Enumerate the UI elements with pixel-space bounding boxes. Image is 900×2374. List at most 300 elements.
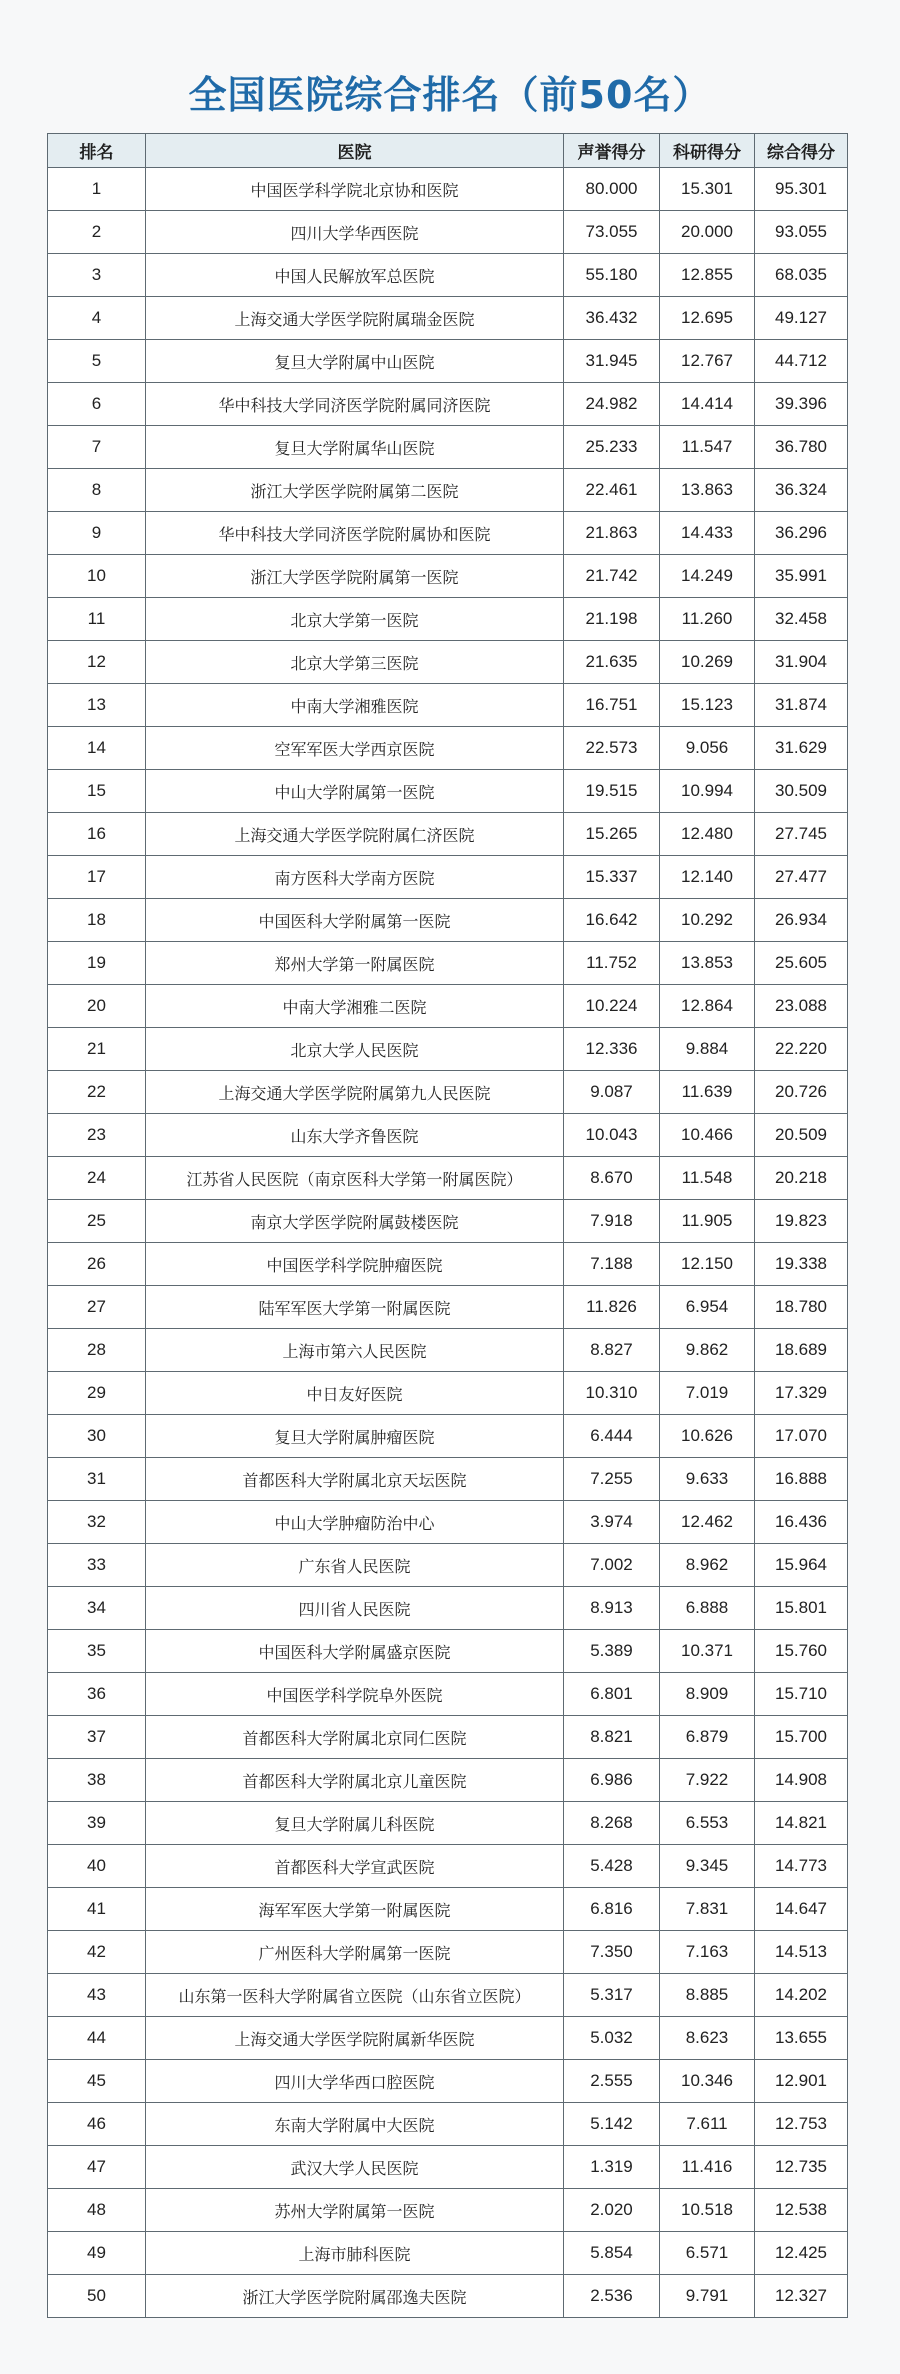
reputation-score-cell: 9.087 <box>564 1071 660 1114</box>
total-score-cell: 17.070 <box>755 1415 848 1458</box>
table-row <box>48 1673 848 1716</box>
total-score-cell: 95.301 <box>755 168 848 211</box>
rank-cell: 10 <box>48 555 146 598</box>
total-score-cell: 36.296 <box>755 512 848 555</box>
total-score-cell: 12.901 <box>755 2060 848 2103</box>
reputation-score-cell: 8.268 <box>564 1802 660 1845</box>
table-row <box>48 1845 848 1888</box>
rank-cell: 48 <box>48 2189 146 2232</box>
hospital-name-cell: 浙江大学医学院附属邵逸夫医院 <box>146 2275 564 2318</box>
hospital-name-cell: 苏州大学附属第一医院 <box>146 2189 564 2232</box>
table-row <box>48 727 848 770</box>
rank-cell: 16 <box>48 813 146 856</box>
table-row <box>48 1028 848 1071</box>
table-row <box>48 1415 848 1458</box>
total-score-cell: 32.458 <box>755 598 848 641</box>
table-row <box>48 1587 848 1630</box>
hospital-name-cell: 北京大学人民医院 <box>146 1028 564 1071</box>
reputation-score-cell: 6.444 <box>564 1415 660 1458</box>
total-score-cell: 12.538 <box>755 2189 848 2232</box>
hospital-name-cell: 首都医科大学附属北京天坛医院 <box>146 1458 564 1501</box>
reputation-score-cell: 5.854 <box>564 2232 660 2275</box>
reputation-score-cell: 21.635 <box>564 641 660 684</box>
research-score-cell: 15.301 <box>660 168 755 211</box>
rank-cell: 4 <box>48 297 146 340</box>
header-total-score: 综合得分 <box>755 134 848 168</box>
research-score-cell: 11.260 <box>660 598 755 641</box>
research-score-cell: 10.626 <box>660 1415 755 1458</box>
total-score-cell: 14.513 <box>755 1931 848 1974</box>
research-score-cell: 7.831 <box>660 1888 755 1931</box>
table-header-row <box>48 134 848 168</box>
hospital-name-cell: 武汉大学人民医院 <box>146 2146 564 2189</box>
reputation-score-cell: 12.336 <box>564 1028 660 1071</box>
research-score-cell: 13.863 <box>660 469 755 512</box>
hospital-name-cell: 中国人民解放军总医院 <box>146 254 564 297</box>
total-score-cell: 14.821 <box>755 1802 848 1845</box>
hospital-name-cell: 四川大学华西口腔医院 <box>146 2060 564 2103</box>
reputation-score-cell: 5.317 <box>564 1974 660 2017</box>
rank-cell: 19 <box>48 942 146 985</box>
total-score-cell: 20.218 <box>755 1157 848 1200</box>
rank-cell: 37 <box>48 1716 146 1759</box>
total-score-cell: 14.773 <box>755 1845 848 1888</box>
table-row <box>48 1888 848 1931</box>
hospital-name-cell: 复旦大学附属华山医院 <box>146 426 564 469</box>
total-score-cell: 12.327 <box>755 2275 848 2318</box>
table-row <box>48 1071 848 1114</box>
research-score-cell: 9.884 <box>660 1028 755 1071</box>
total-score-cell: 68.035 <box>755 254 848 297</box>
hospital-name-cell: 东南大学附属中大医院 <box>146 2103 564 2146</box>
table-row <box>48 813 848 856</box>
table-row <box>48 469 848 512</box>
rank-cell: 24 <box>48 1157 146 1200</box>
research-score-cell: 10.994 <box>660 770 755 813</box>
reputation-score-cell: 11.752 <box>564 942 660 985</box>
table-row <box>48 555 848 598</box>
rank-cell: 30 <box>48 1415 146 1458</box>
table-row <box>48 2232 848 2275</box>
total-score-cell: 12.425 <box>755 2232 848 2275</box>
hospital-name-cell: 北京大学第三医院 <box>146 641 564 684</box>
rank-cell: 12 <box>48 641 146 684</box>
page-title: 全国医院综合排名（前50名） <box>188 73 712 117</box>
rank-cell: 43 <box>48 1974 146 2017</box>
rank-cell: 7 <box>48 426 146 469</box>
hospital-name-cell: 南方医科大学南方医院 <box>146 856 564 899</box>
rank-cell: 14 <box>48 727 146 770</box>
rank-cell: 31 <box>48 1458 146 1501</box>
research-score-cell: 8.909 <box>660 1673 755 1716</box>
hospital-name-cell: 复旦大学附属儿科医院 <box>146 1802 564 1845</box>
total-score-cell: 27.477 <box>755 856 848 899</box>
reputation-score-cell: 36.432 <box>564 297 660 340</box>
reputation-score-cell: 10.310 <box>564 1372 660 1415</box>
total-score-cell: 27.745 <box>755 813 848 856</box>
hospital-name-cell: 复旦大学附属肿瘤医院 <box>146 1415 564 1458</box>
research-score-cell: 10.371 <box>660 1630 755 1673</box>
hospital-name-cell: 郑州大学第一附属医院 <box>146 942 564 985</box>
rank-cell: 20 <box>48 985 146 1028</box>
hospital-name-cell: 浙江大学医学院附属第一医院 <box>146 555 564 598</box>
table-row <box>48 1157 848 1200</box>
rank-cell: 35 <box>48 1630 146 1673</box>
hospital-name-cell: 上海交通大学医学院附属新华医院 <box>146 2017 564 2060</box>
total-score-cell: 36.780 <box>755 426 848 469</box>
reputation-score-cell: 6.816 <box>564 1888 660 1931</box>
total-score-cell: 35.991 <box>755 555 848 598</box>
hospital-name-cell: 中国医学科学院阜外医院 <box>146 1673 564 1716</box>
reputation-score-cell: 24.982 <box>564 383 660 426</box>
rank-cell: 1 <box>48 168 146 211</box>
reputation-score-cell: 3.974 <box>564 1501 660 1544</box>
rank-cell: 34 <box>48 1587 146 1630</box>
research-score-cell: 10.466 <box>660 1114 755 1157</box>
hospital-name-cell: 华中科技大学同济医学院附属协和医院 <box>146 512 564 555</box>
header-rank: 排名 <box>48 134 146 168</box>
reputation-score-cell: 7.918 <box>564 1200 660 1243</box>
reputation-score-cell: 22.461 <box>564 469 660 512</box>
rank-cell: 25 <box>48 1200 146 1243</box>
research-score-cell: 10.292 <box>660 899 755 942</box>
research-score-cell: 9.862 <box>660 1329 755 1372</box>
table-row <box>48 1759 848 1802</box>
reputation-score-cell: 5.389 <box>564 1630 660 1673</box>
hospital-name-cell: 海军军医大学第一附属医院 <box>146 1888 564 1931</box>
total-score-cell: 44.712 <box>755 340 848 383</box>
rank-cell: 28 <box>48 1329 146 1372</box>
hospital-name-cell: 中国医学科学院北京协和医院 <box>146 168 564 211</box>
research-score-cell: 8.623 <box>660 2017 755 2060</box>
rank-cell: 23 <box>48 1114 146 1157</box>
table-row <box>48 1931 848 1974</box>
research-score-cell: 10.346 <box>660 2060 755 2103</box>
table-row <box>48 942 848 985</box>
reputation-score-cell: 22.573 <box>564 727 660 770</box>
total-score-cell: 93.055 <box>755 211 848 254</box>
research-score-cell: 11.416 <box>660 2146 755 2189</box>
table-row <box>48 1716 848 1759</box>
research-score-cell: 11.905 <box>660 1200 755 1243</box>
total-score-cell: 17.329 <box>755 1372 848 1415</box>
rank-cell: 44 <box>48 2017 146 2060</box>
hospital-name-cell: 首都医科大学宣武医院 <box>146 1845 564 1888</box>
reputation-score-cell: 7.350 <box>564 1931 660 1974</box>
total-score-cell: 31.874 <box>755 684 848 727</box>
rank-cell: 36 <box>48 1673 146 1716</box>
total-score-cell: 16.436 <box>755 1501 848 1544</box>
table-row <box>48 1329 848 1372</box>
reputation-score-cell: 8.821 <box>564 1716 660 1759</box>
research-score-cell: 12.695 <box>660 297 755 340</box>
research-score-cell: 12.150 <box>660 1243 755 1286</box>
table-row <box>48 598 848 641</box>
hospital-name-cell: 中国医学科学院肿瘤医院 <box>146 1243 564 1286</box>
research-score-cell: 12.864 <box>660 985 755 1028</box>
research-score-cell: 10.518 <box>660 2189 755 2232</box>
reputation-score-cell: 21.198 <box>564 598 660 641</box>
hospital-name-cell: 复旦大学附属中山医院 <box>146 340 564 383</box>
table-row <box>48 1243 848 1286</box>
research-score-cell: 7.922 <box>660 1759 755 1802</box>
hospital-name-cell: 中山大学肿瘤防治中心 <box>146 1501 564 1544</box>
table-row <box>48 1372 848 1415</box>
research-score-cell: 9.056 <box>660 727 755 770</box>
research-score-cell: 11.547 <box>660 426 755 469</box>
hospital-name-cell: 上海交通大学医学院附属仁济医院 <box>146 813 564 856</box>
research-score-cell: 15.123 <box>660 684 755 727</box>
reputation-score-cell: 6.801 <box>564 1673 660 1716</box>
total-score-cell: 31.904 <box>755 641 848 684</box>
header-hospital: 医院 <box>146 134 564 168</box>
total-score-cell: 15.700 <box>755 1716 848 1759</box>
total-score-cell: 30.509 <box>755 770 848 813</box>
hospital-name-cell: 南京大学医学院附属鼓楼医院 <box>146 1200 564 1243</box>
table-row <box>48 1286 848 1329</box>
reputation-score-cell: 10.043 <box>564 1114 660 1157</box>
research-score-cell: 14.433 <box>660 512 755 555</box>
reputation-score-cell: 55.180 <box>564 254 660 297</box>
rank-cell: 22 <box>48 1071 146 1114</box>
reputation-score-cell: 5.142 <box>564 2103 660 2146</box>
rank-cell: 5 <box>48 340 146 383</box>
rank-cell: 42 <box>48 1931 146 1974</box>
total-score-cell: 15.801 <box>755 1587 848 1630</box>
reputation-score-cell: 21.742 <box>564 555 660 598</box>
hospital-name-cell: 首都医科大学附属北京同仁医院 <box>146 1716 564 1759</box>
reputation-score-cell: 8.827 <box>564 1329 660 1372</box>
total-score-cell: 36.324 <box>755 469 848 512</box>
rank-cell: 6 <box>48 383 146 426</box>
rank-cell: 38 <box>48 1759 146 1802</box>
rank-cell: 15 <box>48 770 146 813</box>
hospital-name-cell: 中山大学附属第一医院 <box>146 770 564 813</box>
rank-cell: 46 <box>48 2103 146 2146</box>
rank-cell: 41 <box>48 1888 146 1931</box>
table-row <box>48 2146 848 2189</box>
research-score-cell: 9.633 <box>660 1458 755 1501</box>
rank-cell: 9 <box>48 512 146 555</box>
research-score-cell: 7.163 <box>660 1931 755 1974</box>
total-score-cell: 13.655 <box>755 2017 848 2060</box>
hospital-name-cell: 华中科技大学同济医学院附属同济医院 <box>146 383 564 426</box>
research-score-cell: 11.639 <box>660 1071 755 1114</box>
reputation-score-cell: 11.826 <box>564 1286 660 1329</box>
table-row <box>48 1200 848 1243</box>
reputation-score-cell: 7.255 <box>564 1458 660 1501</box>
reputation-score-cell: 2.555 <box>564 2060 660 2103</box>
research-score-cell: 12.855 <box>660 254 755 297</box>
hospital-name-cell: 上海市肺科医院 <box>146 2232 564 2275</box>
reputation-score-cell: 15.265 <box>564 813 660 856</box>
reputation-score-cell: 7.188 <box>564 1243 660 1286</box>
header-research-score: 科研得分 <box>660 134 755 168</box>
research-score-cell: 6.571 <box>660 2232 755 2275</box>
rank-cell: 32 <box>48 1501 146 1544</box>
total-score-cell: 31.629 <box>755 727 848 770</box>
reputation-score-cell: 2.020 <box>564 2189 660 2232</box>
total-score-cell: 15.760 <box>755 1630 848 1673</box>
ranking-table <box>47 133 848 2318</box>
reputation-score-cell: 73.055 <box>564 211 660 254</box>
table-row <box>48 512 848 555</box>
rank-cell: 45 <box>48 2060 146 2103</box>
hospital-name-cell: 上海交通大学医学院附属瑞金医院 <box>146 297 564 340</box>
research-score-cell: 6.879 <box>660 1716 755 1759</box>
reputation-score-cell: 19.515 <box>564 770 660 813</box>
reputation-score-cell: 16.751 <box>564 684 660 727</box>
rank-cell: 13 <box>48 684 146 727</box>
table-row <box>48 1544 848 1587</box>
hospital-name-cell: 四川省人民医院 <box>146 1587 564 1630</box>
research-score-cell: 20.000 <box>660 211 755 254</box>
hospital-name-cell: 广东省人民医院 <box>146 1544 564 1587</box>
rank-cell: 47 <box>48 2146 146 2189</box>
rank-cell: 27 <box>48 1286 146 1329</box>
research-score-cell: 6.954 <box>660 1286 755 1329</box>
research-score-cell: 6.553 <box>660 1802 755 1845</box>
reputation-score-cell: 1.319 <box>564 2146 660 2189</box>
total-score-cell: 39.396 <box>755 383 848 426</box>
total-score-cell: 15.710 <box>755 1673 848 1716</box>
hospital-name-cell: 上海市第六人民医院 <box>146 1329 564 1372</box>
hospital-name-cell: 首都医科大学附属北京儿童医院 <box>146 1759 564 1802</box>
total-score-cell: 26.934 <box>755 899 848 942</box>
table-row <box>48 340 848 383</box>
hospital-name-cell: 中南大学湘雅二医院 <box>146 985 564 1028</box>
research-score-cell: 12.480 <box>660 813 755 856</box>
reputation-score-cell: 8.913 <box>564 1587 660 1630</box>
total-score-cell: 19.823 <box>755 1200 848 1243</box>
table-row <box>48 2275 848 2318</box>
table-row <box>48 1501 848 1544</box>
research-score-cell: 14.414 <box>660 383 755 426</box>
reputation-score-cell: 15.337 <box>564 856 660 899</box>
total-score-cell: 12.735 <box>755 2146 848 2189</box>
hospital-name-cell: 北京大学第一医院 <box>146 598 564 641</box>
table-row <box>48 168 848 211</box>
table-row <box>48 2189 848 2232</box>
rank-cell: 3 <box>48 254 146 297</box>
research-score-cell: 13.853 <box>660 942 755 985</box>
table-row <box>48 2060 848 2103</box>
table-row <box>48 985 848 1028</box>
total-score-cell: 16.888 <box>755 1458 848 1501</box>
research-score-cell: 12.462 <box>660 1501 755 1544</box>
research-score-cell: 9.345 <box>660 1845 755 1888</box>
total-score-cell: 18.689 <box>755 1329 848 1372</box>
hospital-name-cell: 浙江大学医学院附属第二医院 <box>146 469 564 512</box>
hospital-name-cell: 中国医科大学附属盛京医院 <box>146 1630 564 1673</box>
table-row <box>48 211 848 254</box>
table-body <box>48 168 848 2318</box>
research-score-cell: 7.019 <box>660 1372 755 1415</box>
total-score-cell: 14.202 <box>755 1974 848 2017</box>
rank-cell: 40 <box>48 1845 146 1888</box>
hospital-name-cell: 广州医科大学附属第一医院 <box>146 1931 564 1974</box>
research-score-cell: 8.885 <box>660 1974 755 2017</box>
table-row <box>48 684 848 727</box>
hospital-name-cell: 空军军医大学西京医院 <box>146 727 564 770</box>
reputation-score-cell: 7.002 <box>564 1544 660 1587</box>
rank-cell: 2 <box>48 211 146 254</box>
total-score-cell: 22.220 <box>755 1028 848 1071</box>
table-row <box>48 1458 848 1501</box>
reputation-score-cell: 31.945 <box>564 340 660 383</box>
rank-cell: 49 <box>48 2232 146 2275</box>
reputation-score-cell: 10.224 <box>564 985 660 1028</box>
rank-cell: 33 <box>48 1544 146 1587</box>
total-score-cell: 25.605 <box>755 942 848 985</box>
reputation-score-cell: 80.000 <box>564 168 660 211</box>
table-row <box>48 2103 848 2146</box>
reputation-score-cell: 5.032 <box>564 2017 660 2060</box>
total-score-cell: 49.127 <box>755 297 848 340</box>
reputation-score-cell: 6.986 <box>564 1759 660 1802</box>
reputation-score-cell: 5.428 <box>564 1845 660 1888</box>
hospital-name-cell: 中国医科大学附属第一医院 <box>146 899 564 942</box>
table-row <box>48 383 848 426</box>
rank-cell: 18 <box>48 899 146 942</box>
hospital-name-cell: 四川大学华西医院 <box>146 211 564 254</box>
hospital-name-cell: 陆军军医大学第一附属医院 <box>146 1286 564 1329</box>
hospital-name-cell: 中日友好医院 <box>146 1372 564 1415</box>
research-score-cell: 12.140 <box>660 856 755 899</box>
hospital-name-cell: 山东大学齐鲁医院 <box>146 1114 564 1157</box>
research-score-cell: 12.767 <box>660 340 755 383</box>
table-row <box>48 899 848 942</box>
rank-cell: 8 <box>48 469 146 512</box>
hospital-name-cell: 中南大学湘雅医院 <box>146 684 564 727</box>
reputation-score-cell: 25.233 <box>564 426 660 469</box>
table-row <box>48 2017 848 2060</box>
table-row <box>48 1974 848 2017</box>
total-score-cell: 19.338 <box>755 1243 848 1286</box>
rank-cell: 11 <box>48 598 146 641</box>
table-row <box>48 1630 848 1673</box>
rank-cell: 50 <box>48 2275 146 2318</box>
research-score-cell: 7.611 <box>660 2103 755 2146</box>
hospital-name-cell: 上海交通大学医学院附属第九人民医院 <box>146 1071 564 1114</box>
table-row <box>48 254 848 297</box>
reputation-score-cell: 21.863 <box>564 512 660 555</box>
total-score-cell: 20.509 <box>755 1114 848 1157</box>
table-row <box>48 641 848 684</box>
research-score-cell: 10.269 <box>660 641 755 684</box>
table-row <box>48 426 848 469</box>
hospital-name-cell: 山东第一医科大学附属省立医院（山东省立医院） <box>146 1974 564 2017</box>
table-row <box>48 1802 848 1845</box>
total-score-cell: 20.726 <box>755 1071 848 1114</box>
research-score-cell: 14.249 <box>660 555 755 598</box>
total-score-cell: 18.780 <box>755 1286 848 1329</box>
rank-cell: 39 <box>48 1802 146 1845</box>
research-score-cell: 9.791 <box>660 2275 755 2318</box>
total-score-cell: 15.964 <box>755 1544 848 1587</box>
total-score-cell: 14.908 <box>755 1759 848 1802</box>
total-score-cell: 14.647 <box>755 1888 848 1931</box>
header-reputation-score: 声誉得分 <box>564 134 660 168</box>
rank-cell: 26 <box>48 1243 146 1286</box>
rank-cell: 29 <box>48 1372 146 1415</box>
research-score-cell: 6.888 <box>660 1587 755 1630</box>
total-score-cell: 23.088 <box>755 985 848 1028</box>
reputation-score-cell: 8.670 <box>564 1157 660 1200</box>
table-row <box>48 1114 848 1157</box>
research-score-cell: 11.548 <box>660 1157 755 1200</box>
reputation-score-cell: 2.536 <box>564 2275 660 2318</box>
